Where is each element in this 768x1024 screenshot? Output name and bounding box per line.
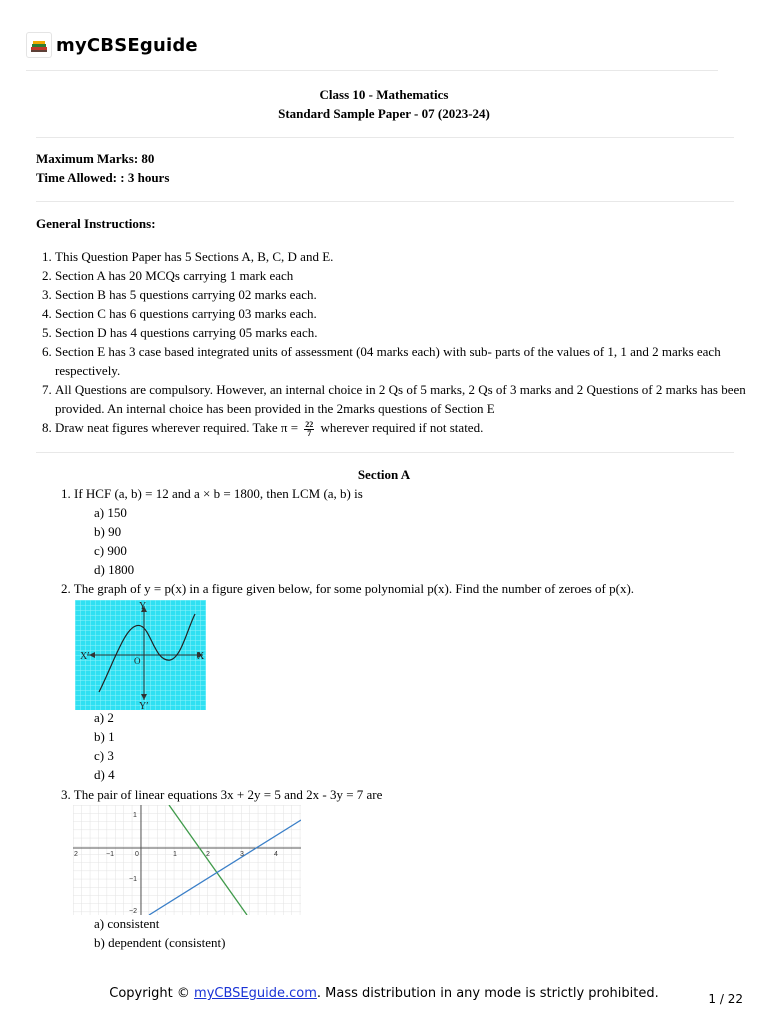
brand-name[interactable]: myCBSEguide	[56, 34, 198, 56]
instruction-item: 3. Section B has 5 questions carrying 02 marks each.	[55, 285, 755, 304]
y-tick: 1	[133, 812, 137, 819]
instruction-item: 7. All Questions are compulsory. However, an internal choice in 2 Qs of 5 marks, 2 Qs of 3 marks and 2 Questions of 2 marks has been provided. An internal choice has been provided in the 2marks questions of Section E	[55, 380, 755, 418]
question-3: 3. The pair of linear equations 3x + 2y = 5 and 2x - 3y = 7 are	[61, 787, 383, 802]
graph-label-x-prime: X′	[80, 651, 90, 662]
instruction-item: 2. Section A has 20 MCQs carrying 1 mark each	[55, 266, 755, 285]
footer-link[interactable]: myCBSEguide.com	[194, 986, 317, 1001]
logo-icon	[26, 32, 52, 58]
graph-label-y: Y	[139, 601, 147, 612]
fraction-denominator: 7	[307, 428, 312, 438]
y-tick: −1	[129, 876, 137, 883]
instruction-item: 4. Section C has 6 questions carrying 03 marks each.	[55, 304, 755, 323]
x-tick: −1	[106, 851, 114, 858]
graph-label-x: X	[197, 651, 205, 662]
site-header	[26, 32, 198, 58]
time-allowed: Time Allowed: : 3 hours	[36, 170, 170, 185]
q2-option-c: c) 3	[94, 748, 114, 763]
paper-class-title: Class 10 - Mathematics	[319, 87, 449, 102]
x-tick: 0	[135, 851, 139, 858]
page-number: 1 / 22	[708, 992, 743, 1006]
instruction-8-pre: Draw neat figures wherever required. Take π =	[55, 420, 299, 435]
q2-option-b: b) 1	[94, 729, 115, 744]
pi-fraction	[304, 421, 314, 438]
fraction-numerator: 22	[305, 419, 314, 429]
x-tick: 2	[74, 851, 78, 858]
polynomial-graph	[75, 600, 206, 710]
footer-pre: Copyright ©	[109, 986, 195, 1001]
instruction-item: 6. Section E has 3 case based integrated units of assessment (04 marks each) with sub- parts of the values of 1, 1 and 2 marks each respectively.	[55, 342, 755, 380]
divider	[36, 201, 734, 202]
q1-option-d: d) 1800	[94, 562, 135, 577]
q3-option-b: b) dependent (consistent)	[94, 935, 226, 950]
divider	[36, 137, 734, 138]
q2-option-a: a) 2	[94, 710, 114, 725]
graph-label-y-prime: Y′	[139, 701, 149, 710]
question-2: 2. The graph of y = p(x) in a figure given below, for some polynomial p(x). Find the number of zeroes of p(x).	[61, 581, 635, 596]
paper-title: Standard Sample Paper - 07 (2023-24)	[278, 106, 490, 121]
y-tick: −2	[129, 908, 137, 915]
x-tick: 3	[240, 851, 244, 858]
header-divider	[26, 70, 718, 71]
instruction-item	[55, 418, 755, 438]
divider	[36, 452, 734, 453]
linear-equations-graph	[73, 805, 301, 915]
graph-label-origin: O	[134, 656, 141, 666]
q1-option-a: a) 150	[94, 505, 127, 520]
q3-option-a: a) consistent	[94, 916, 160, 931]
max-marks: Maximum Marks: 80	[36, 151, 155, 166]
section-a-heading: Section A	[357, 467, 411, 482]
q1-option-c: c) 900	[94, 543, 127, 558]
instructions-heading: General Instructions:	[36, 216, 156, 231]
instruction-item: 5. Section D has 4 questions carrying 05 marks each.	[55, 323, 755, 342]
question-1: 1. If HCF (a, b) = 12 and a × b = 1800, then LCM (a, b) is	[61, 486, 363, 501]
q2-option-d: d) 4	[94, 767, 115, 782]
instruction-item: 1. This Question Paper has 5 Sections A, B, C, D and E.	[55, 247, 755, 266]
q1-option-b: b) 90	[94, 524, 122, 539]
footer-post: . Mass distribution in any mode is strictly prohibited.	[316, 986, 659, 1001]
x-tick: 1	[173, 851, 177, 858]
instructions-list	[36, 247, 755, 438]
x-tick: 2	[206, 851, 210, 858]
instruction-8-post: wherever required if not stated.	[320, 420, 484, 435]
footer-copyright	[0, 986, 768, 1001]
x-tick: 4	[274, 851, 278, 858]
